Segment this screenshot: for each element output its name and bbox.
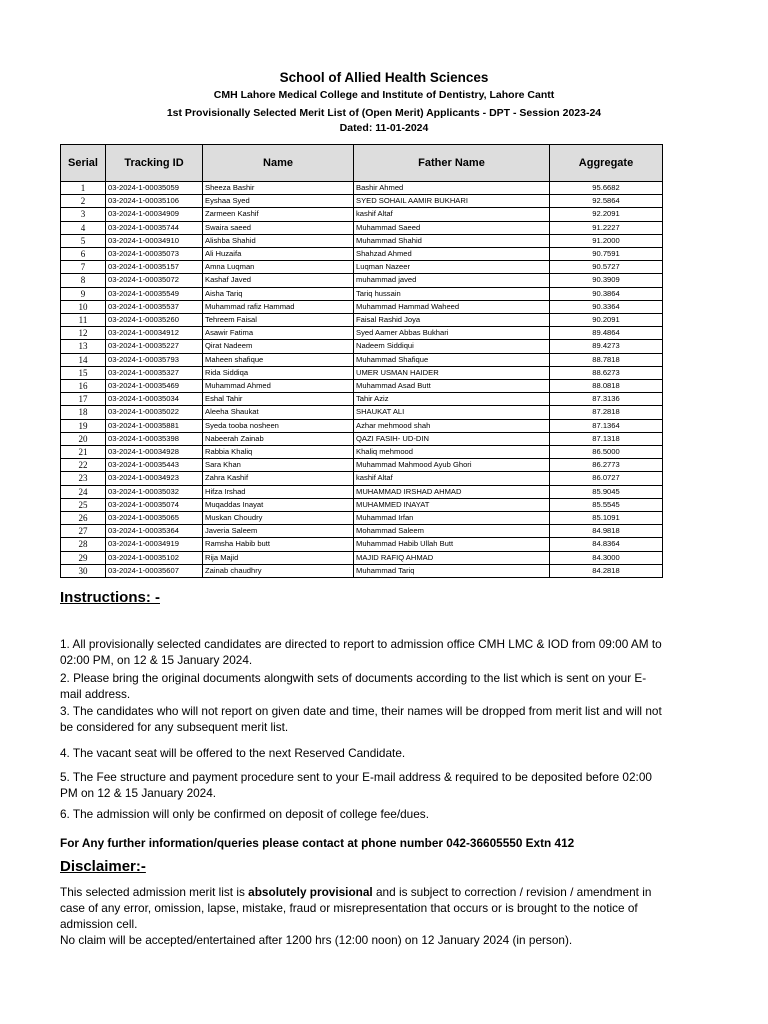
name-cell: Rabbia Khaliq <box>203 446 354 459</box>
tracking-id-cell: 03-2024-1-00035059 <box>106 182 203 195</box>
father-name-cell: Azhar mehmood shah <box>354 419 550 432</box>
father-name-cell: Shahzad Ahmed <box>354 248 550 261</box>
table-row <box>61 353 663 366</box>
father-name-cell: Muhammad Irfan <box>354 512 550 525</box>
name-cell: Javeria Saleem <box>203 525 354 538</box>
name-cell: Rija Majid <box>203 551 354 564</box>
father-name-cell: Mohammad Saleem <box>354 525 550 538</box>
aggregate-cell: 86.5000 <box>550 446 663 459</box>
tracking-id-cell: 03-2024-1-00035607 <box>106 564 203 577</box>
merit-list-title: 1st Provisionally Selected Merit List of (Open Merit) Applicants - DPT - Session 2023-24 <box>166 107 602 119</box>
father-name-cell: MUHAMMED INAYAT <box>354 498 550 511</box>
aggregate-cell: 90.7591 <box>550 248 663 261</box>
serial-cell: 18 <box>61 406 106 419</box>
tracking-id-cell: 03-2024-1-00034912 <box>106 327 203 340</box>
name-cell: Rida Siddiqa <box>203 366 354 379</box>
table-row <box>61 393 663 406</box>
table-row <box>61 208 663 221</box>
serial-cell: 4 <box>61 221 106 234</box>
tracking-id-cell: 03-2024-1-00035072 <box>106 274 203 287</box>
table-row <box>61 551 663 564</box>
tracking-id-cell: 03-2024-1-00035073 <box>106 248 203 261</box>
name-cell: Ali Huzaifa <box>203 248 354 261</box>
name-cell: Asawir Fatima <box>203 327 354 340</box>
table-row <box>61 248 663 261</box>
table-row <box>61 472 663 485</box>
aggregate-cell: 90.3909 <box>550 274 663 287</box>
serial-cell: 6 <box>61 248 106 261</box>
aggregate-cell: 84.8364 <box>550 538 663 551</box>
father-name-cell: Muhammad Shafique <box>354 353 550 366</box>
aggregate-cell: 91.2000 <box>550 234 663 247</box>
disclaimer-title: Disclaimer:- <box>60 858 146 875</box>
tracking-id-cell: 03-2024-1-00034909 <box>106 208 203 221</box>
father-name-cell: kashif Altaf <box>354 208 550 221</box>
serial-cell: 12 <box>61 327 106 340</box>
instruction-item: 2. Please bring the original documents alongwith sets of documents according to the list which is sent on your E-mail address. <box>60 671 647 701</box>
father-name-cell: Muhammad Habib Ullah Butt <box>354 538 550 551</box>
name-cell: Amna Luqman <box>203 261 354 274</box>
tracking-id-cell: 03-2024-1-00035074 <box>106 498 203 511</box>
serial-cell: 3 <box>61 208 106 221</box>
father-name-cell: muhammad javed <box>354 274 550 287</box>
tracking-id-cell: 03-2024-1-00034923 <box>106 472 203 485</box>
column-header-serial: Serial <box>61 145 106 182</box>
serial-cell: 23 <box>61 472 106 485</box>
table-row <box>61 234 663 247</box>
tracking-id-cell: 03-2024-1-00035022 <box>106 406 203 419</box>
table-row <box>61 327 663 340</box>
serial-cell: 8 <box>61 274 106 287</box>
column-header-aggregate: Aggregate <box>550 145 663 182</box>
father-name-cell: Faisal Rashid Joya <box>354 314 550 327</box>
name-cell: Muhammad Ahmed <box>203 380 354 393</box>
disclaimer-text-end: and is subject to correction / revision / amendment in case of any error, omission, lapse, mistake, fraud or misrepresentation that occurs or is brought to the notice of admission cell. <box>60 885 652 931</box>
tracking-id-cell: 03-2024-1-00035227 <box>106 340 203 353</box>
table-row <box>61 406 663 419</box>
aggregate-cell: 87.1318 <box>550 432 663 445</box>
table-row <box>61 432 663 445</box>
table-row <box>61 498 663 511</box>
father-name-cell: QAZI FASIH- UD-DIN <box>354 432 550 445</box>
name-cell: Zainab chaudhry <box>203 564 354 577</box>
name-cell: Eyshaa Syed <box>203 195 354 208</box>
table-row <box>61 446 663 459</box>
tracking-id-cell: 03-2024-1-00034928 <box>106 446 203 459</box>
instruction-item: 3. The candidates who will not report on given date and time, their names will be dropped from merit list and will not be considered for any subsequent merit list. <box>60 704 662 734</box>
table-row <box>61 261 663 274</box>
instruction-item: 6. The admission will only be confirmed on deposit of college fee/dues. <box>60 807 429 821</box>
name-cell: Syeda tooba nosheen <box>203 419 354 432</box>
serial-cell: 10 <box>61 300 106 313</box>
name-cell: Ramsha Habib butt <box>203 538 354 551</box>
father-name-cell: MUHAMMAD IRSHAD AHMAD <box>354 485 550 498</box>
name-cell: Aleeha Shaukat <box>203 406 354 419</box>
instruction-item: 4. The vacant seat will be offered to the next Reserved Candidate. <box>60 746 406 760</box>
aggregate-cell: 87.3136 <box>550 393 663 406</box>
serial-cell: 24 <box>61 485 106 498</box>
tracking-id-cell: 03-2024-1-00035102 <box>106 551 203 564</box>
column-header-tracking-id: Tracking ID <box>106 145 203 182</box>
aggregate-cell: 87.1364 <box>550 419 663 432</box>
name-cell: Zarmeen Kashif <box>203 208 354 221</box>
father-name-cell: Nadeem Siddiqui <box>354 340 550 353</box>
aggregate-cell: 85.1091 <box>550 512 663 525</box>
serial-cell: 29 <box>61 551 106 564</box>
tracking-id-cell: 03-2024-1-00035065 <box>106 512 203 525</box>
father-name-cell: kashif Altaf <box>354 472 550 485</box>
merit-list-table <box>60 144 663 578</box>
name-cell: Muqaddas Inayat <box>203 498 354 511</box>
aggregate-cell: 92.5864 <box>550 195 663 208</box>
father-name-cell: SHAUKAT ALI <box>354 406 550 419</box>
name-cell: Nabeerah Zainab <box>203 432 354 445</box>
disclaimer-deadline: No claim will be accepted/entertained after 1200 hrs (12:00 noon) on 12 January 2024 (in person). <box>60 933 573 947</box>
serial-cell: 20 <box>61 432 106 445</box>
name-cell: Zahra Kashif <box>203 472 354 485</box>
tracking-id-cell: 03-2024-1-00035537 <box>106 300 203 313</box>
serial-cell: 16 <box>61 380 106 393</box>
aggregate-cell: 88.7818 <box>550 353 663 366</box>
tracking-id-cell: 03-2024-1-00035549 <box>106 287 203 300</box>
aggregate-cell: 85.5545 <box>550 498 663 511</box>
serial-cell: 2 <box>61 195 106 208</box>
serial-cell: 15 <box>61 366 106 379</box>
table-row <box>61 512 663 525</box>
father-name-cell: MAJID RAFIQ AHMAD <box>354 551 550 564</box>
name-cell: Swaira saeed <box>203 221 354 234</box>
serial-cell: 7 <box>61 261 106 274</box>
name-cell: Alishba Shahid <box>203 234 354 247</box>
father-name-cell: Muhammad Hammad Waheed <box>354 300 550 313</box>
tracking-id-cell: 03-2024-1-00035364 <box>106 525 203 538</box>
dated-line: Dated: 11-01-2024 <box>339 122 429 134</box>
aggregate-cell: 90.3364 <box>550 300 663 313</box>
aggregate-cell: 86.0727 <box>550 472 663 485</box>
aggregate-cell: 92.2091 <box>550 208 663 221</box>
tracking-id-cell: 03-2024-1-00034910 <box>106 234 203 247</box>
table-row <box>61 485 663 498</box>
serial-cell: 1 <box>61 182 106 195</box>
instruction-item: 5. The Fee structure and payment procedure sent to your E-mail address & required to be deposited before 02:00 PM on 12 & 15 January 2024. <box>60 770 652 800</box>
name-cell: Tehreem Faisal <box>203 314 354 327</box>
father-name-cell: Muhammad Shahid <box>354 234 550 247</box>
aggregate-cell: 85.9045 <box>550 485 663 498</box>
table-row <box>61 538 663 551</box>
tracking-id-cell: 03-2024-1-00035157 <box>106 261 203 274</box>
disclaimer-emphasis: absolutely provisional <box>248 885 373 899</box>
name-cell: Hifza Irshad <box>203 485 354 498</box>
name-cell: Eshal Tahir <box>203 393 354 406</box>
serial-cell: 9 <box>61 287 106 300</box>
tracking-id-cell: 03-2024-1-00035881 <box>106 419 203 432</box>
father-name-cell: Tahir Aziz <box>354 393 550 406</box>
table-row <box>61 195 663 208</box>
table-row <box>61 274 663 287</box>
serial-cell: 21 <box>61 446 106 459</box>
table-row <box>61 380 663 393</box>
instruction-item: 1. All provisionally selected candidates are directed to report to admission office CMH LMC & IOD from 09:00 AM to 02:00 PM, on 12 & 15 January 2024. <box>60 637 662 667</box>
table-row <box>61 419 663 432</box>
serial-cell: 11 <box>61 314 106 327</box>
table-row <box>61 300 663 313</box>
table-row <box>61 525 663 538</box>
aggregate-cell: 84.2818 <box>550 564 663 577</box>
father-name-cell: Bashir Ahmed <box>354 182 550 195</box>
serial-cell: 22 <box>61 459 106 472</box>
father-name-cell: Muhammad Mahmood Ayub Ghori <box>354 459 550 472</box>
father-name-cell: Muhammad Tariq <box>354 564 550 577</box>
aggregate-cell: 86.2773 <box>550 459 663 472</box>
disclaimer-text <box>60 884 665 932</box>
father-name-cell: Tariq hussain <box>354 287 550 300</box>
table-row <box>61 287 663 300</box>
school-title: School of Allied Health Sciences <box>279 70 489 85</box>
table-row <box>61 366 663 379</box>
name-cell: Muhammad rafiz Hammad <box>203 300 354 313</box>
father-name-cell: UMER USMAN HAIDER <box>354 366 550 379</box>
name-cell: Qirat Nadeem <box>203 340 354 353</box>
table-header-row <box>61 145 663 182</box>
aggregate-cell: 89.4273 <box>550 340 663 353</box>
tracking-id-cell: 03-2024-1-00035744 <box>106 221 203 234</box>
table-row <box>61 564 663 577</box>
aggregate-cell: 88.6273 <box>550 366 663 379</box>
aggregate-cell: 95.6682 <box>550 182 663 195</box>
serial-cell: 30 <box>61 564 106 577</box>
aggregate-cell: 90.5727 <box>550 261 663 274</box>
father-name-cell: Khaliq mehmood <box>354 446 550 459</box>
aggregate-cell: 91.2227 <box>550 221 663 234</box>
name-cell: Muskan Choudry <box>203 512 354 525</box>
tracking-id-cell: 03-2024-1-00035398 <box>106 432 203 445</box>
disclaimer-text-start: This selected admission merit list is <box>60 885 249 899</box>
aggregate-cell: 90.2091 <box>550 314 663 327</box>
father-name-cell: Luqman Nazeer <box>354 261 550 274</box>
tracking-id-cell: 03-2024-1-00035793 <box>106 353 203 366</box>
column-header-father-name: Father Name <box>354 145 550 182</box>
aggregate-cell: 88.0818 <box>550 380 663 393</box>
tracking-id-cell: 03-2024-1-00035327 <box>106 366 203 379</box>
serial-cell: 5 <box>61 234 106 247</box>
tracking-id-cell: 03-2024-1-00035032 <box>106 485 203 498</box>
serial-cell: 27 <box>61 525 106 538</box>
father-name-cell: SYED SOHAIL AAMIR BUKHARI <box>354 195 550 208</box>
serial-cell: 28 <box>61 538 106 551</box>
aggregate-cell: 90.3864 <box>550 287 663 300</box>
column-header-name: Name <box>203 145 354 182</box>
aggregate-cell: 84.9818 <box>550 525 663 538</box>
table-body <box>61 182 663 578</box>
serial-cell: 17 <box>61 393 106 406</box>
name-cell: Sara Khan <box>203 459 354 472</box>
father-name-cell: Syed Aamer Abbas Bukhari <box>354 327 550 340</box>
name-cell: Maheen shafique <box>203 353 354 366</box>
name-cell: Aisha Tariq <box>203 287 354 300</box>
tracking-id-cell: 03-2024-1-00035034 <box>106 393 203 406</box>
aggregate-cell: 84.3000 <box>550 551 663 564</box>
name-cell: Sheeza Bashir <box>203 182 354 195</box>
serial-cell: 13 <box>61 340 106 353</box>
serial-cell: 14 <box>61 353 106 366</box>
father-name-cell: Muhammad Asad Butt <box>354 380 550 393</box>
table-row <box>61 340 663 353</box>
table-row <box>61 221 663 234</box>
aggregate-cell: 89.4864 <box>550 327 663 340</box>
table-row <box>61 182 663 195</box>
name-cell: Kashaf Javed <box>203 274 354 287</box>
serial-cell: 19 <box>61 419 106 432</box>
contact-info: For Any further information/queries please contact at phone number 042-36605550 Extn 412 <box>60 836 575 850</box>
aggregate-cell: 87.2818 <box>550 406 663 419</box>
tracking-id-cell: 03-2024-1-00035260 <box>106 314 203 327</box>
table-row <box>61 459 663 472</box>
instructions-title: Instructions: - <box>60 589 160 606</box>
tracking-id-cell: 03-2024-1-00034919 <box>106 538 203 551</box>
serial-cell: 26 <box>61 512 106 525</box>
tracking-id-cell: 03-2024-1-00035106 <box>106 195 203 208</box>
college-title: CMH Lahore Medical College and Institute of Dentistry, Lahore Cantt <box>213 89 555 101</box>
table-row <box>61 314 663 327</box>
tracking-id-cell: 03-2024-1-00035443 <box>106 459 203 472</box>
tracking-id-cell: 03-2024-1-00035469 <box>106 380 203 393</box>
father-name-cell: Muhammad Saeed <box>354 221 550 234</box>
serial-cell: 25 <box>61 498 106 511</box>
